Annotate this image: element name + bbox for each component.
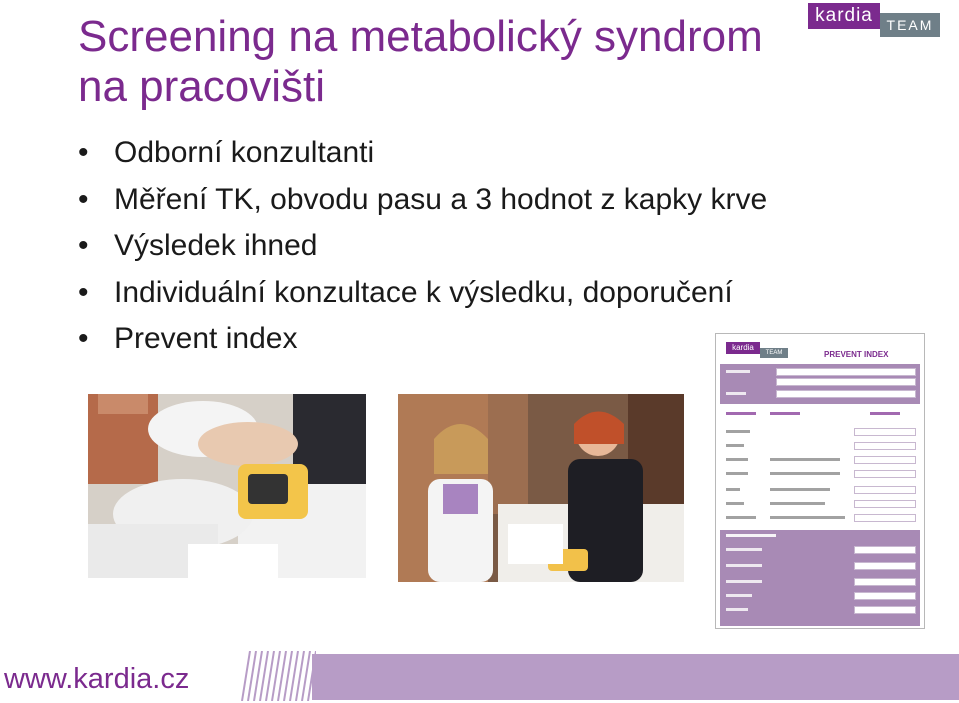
form-label	[726, 580, 762, 583]
form-field	[854, 456, 916, 464]
form-field	[854, 486, 916, 494]
form-label	[726, 564, 762, 567]
form-label	[726, 608, 748, 611]
form-label	[726, 594, 752, 597]
bullet-icon: •	[78, 322, 89, 355]
photo-consultation	[398, 394, 684, 582]
form-title: PREVENT INDEX	[824, 350, 889, 359]
form-label	[726, 444, 744, 447]
form-label	[726, 502, 744, 505]
form-label	[726, 534, 776, 537]
bullet-text: Odborní konzultanti	[114, 136, 375, 169]
form-field	[854, 592, 916, 600]
form-label	[726, 548, 762, 551]
logo-team: TEAM	[880, 13, 940, 37]
form-field	[776, 378, 916, 386]
form-field	[854, 546, 916, 554]
bullet-icon: •	[78, 275, 89, 309]
slide-title	[78, 12, 838, 112]
form-logo-brand: kardia	[726, 342, 760, 354]
bullet-icon: •	[78, 182, 89, 216]
footer-stripes-decoration	[236, 651, 316, 701]
form-label	[770, 412, 800, 415]
bullet-item	[78, 316, 767, 363]
form-field	[854, 470, 916, 478]
form-label	[726, 488, 740, 491]
slide-title-line1: Screening na metabolický syndrom	[78, 12, 763, 61]
form-label	[726, 458, 748, 461]
form-field	[854, 562, 916, 570]
form-label	[770, 516, 845, 519]
form-section-personal	[720, 364, 920, 404]
photo-consultation-illustration	[398, 394, 684, 582]
form-field	[776, 390, 916, 398]
form-field	[854, 500, 916, 508]
slide-title-line2: na pracovišti	[78, 62, 326, 111]
prevent-index-form-image	[715, 333, 925, 629]
form-label	[726, 430, 750, 433]
form-label	[770, 488, 830, 491]
form-label	[770, 472, 840, 475]
bullet-text: Individuální konzultace k výsledku, doporučení	[114, 275, 733, 309]
footer-band	[312, 654, 959, 700]
form-field	[776, 368, 916, 376]
photo-blood-test-device-illustration	[88, 394, 366, 578]
bullet-list	[78, 130, 767, 363]
form-field	[854, 606, 916, 614]
form-logo-team: TEAM	[760, 348, 788, 358]
form-label	[726, 472, 748, 475]
form-label	[726, 370, 750, 373]
form-label	[726, 392, 746, 395]
form-field	[854, 514, 916, 522]
bullet-text: Výsledek ihned	[114, 229, 318, 262]
footer-url: www.kardia.cz	[4, 663, 190, 695]
photo-blood-test-device	[88, 394, 366, 578]
form-section-metabolic	[720, 530, 920, 626]
bullet-icon: •	[78, 229, 89, 262]
form-field	[854, 442, 916, 450]
bullet-icon: •	[78, 136, 89, 169]
form-field	[854, 428, 916, 436]
form-label	[770, 502, 825, 505]
bullet-item	[78, 270, 767, 317]
form-label	[770, 458, 840, 461]
form-label	[726, 412, 756, 415]
form-section-values	[720, 406, 920, 528]
form-label	[726, 516, 756, 519]
form-header	[716, 334, 924, 364]
bullet-text: Prevent index	[114, 322, 298, 355]
bullet-item	[78, 177, 767, 224]
form-field	[854, 578, 916, 586]
form-label	[870, 412, 900, 415]
bullet-text: Měření TK, obvodu pasu a 3 hodnot z kapky krve	[114, 182, 768, 216]
kardia-team-logo	[808, 3, 938, 39]
logo-brand: kardia	[808, 3, 880, 29]
bullet-item	[78, 223, 767, 270]
bullet-item	[78, 130, 767, 177]
